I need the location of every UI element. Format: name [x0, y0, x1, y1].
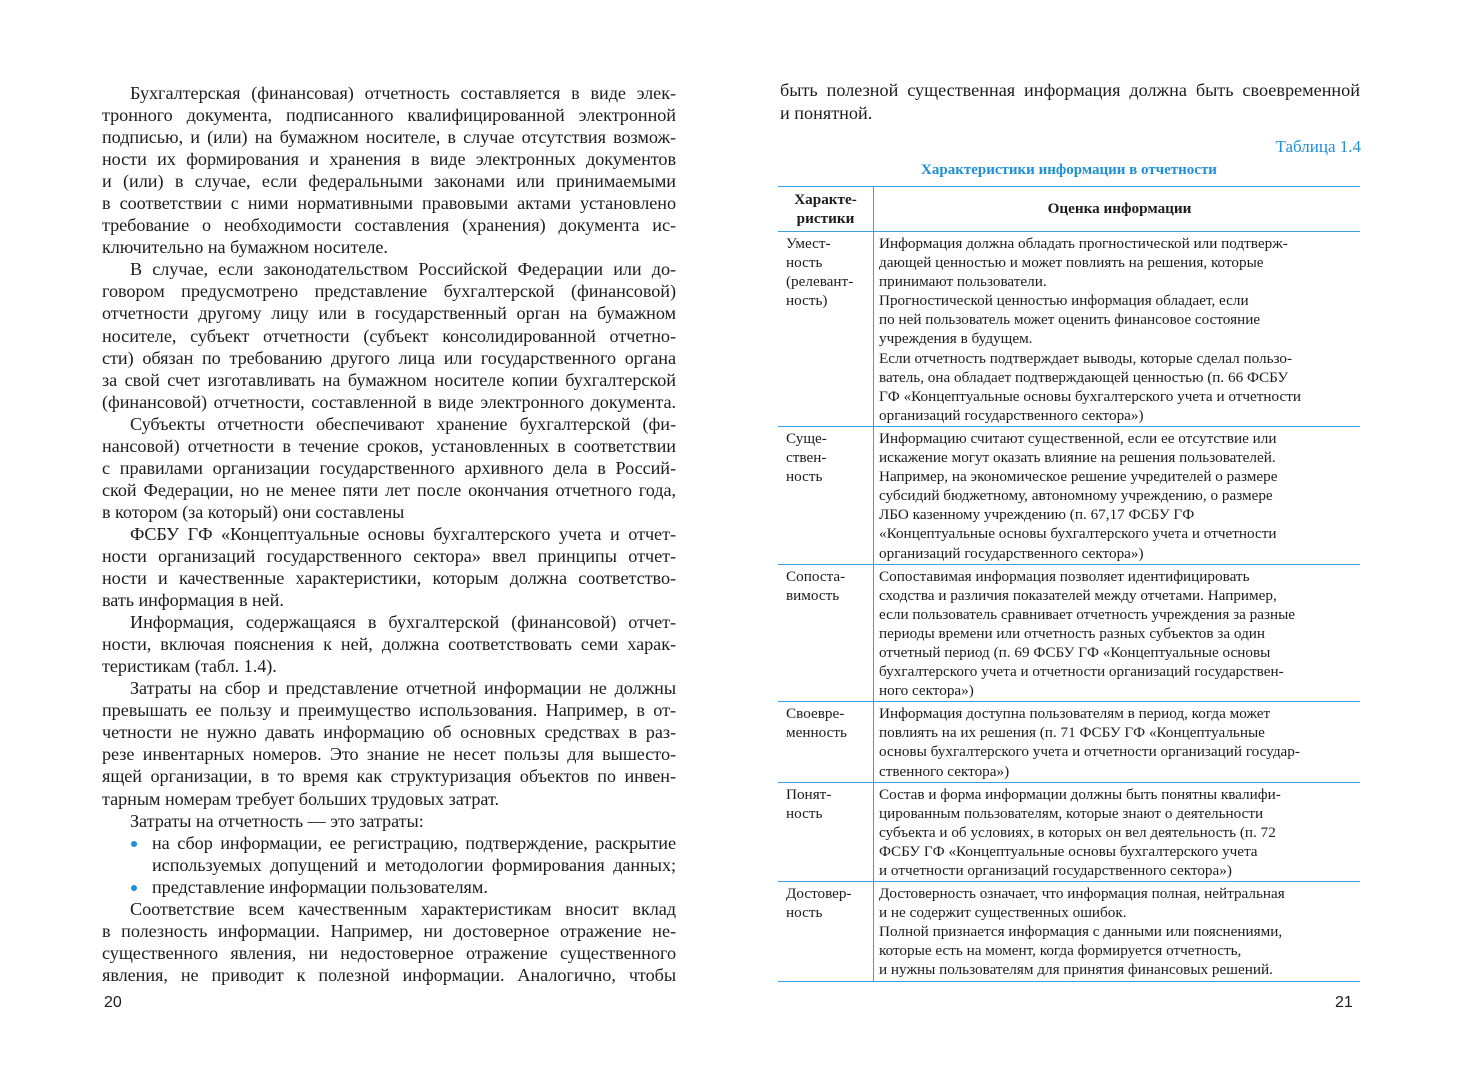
text-line-content: Бухгалтерская (финансовая) отчетность составляется в виде элек- — [130, 83, 676, 103]
text-line — [102, 369, 676, 391]
table-label: Таблица 1.4 — [1275, 137, 1361, 156]
cell-line: по ней пользователь может оценить финансовое состояние — [879, 311, 1261, 329]
cell-line: Прогностической ценностью информация обладает, если — [879, 292, 1249, 310]
cell-line: Если отчетность подтверждает выводы, которые сделал пользо- — [879, 349, 1293, 367]
text-line — [102, 501, 676, 523]
text-line — [102, 479, 676, 501]
text-line-content: подписью, и (или) на бумажном носителе, в случае отсутствия возмож- — [102, 127, 676, 148]
text-line-content: (финансовой) отчетности, составленной в виде электронного документа. — [102, 391, 676, 412]
assessment-cell — [874, 782, 1361, 881]
cell-line: Достоверность означает, что информация полная, нейтральная — [879, 885, 1285, 903]
cell-line: повлиять на их решения (п. 71 ФСБУ ГФ «Концептуальные — [879, 724, 1265, 742]
table-row — [778, 232, 1360, 427]
text-line — [102, 942, 676, 964]
cell-line: если пользователь сравнивает отчетность учреждения за разные — [879, 605, 1296, 623]
characteristic-name-cell — [778, 426, 874, 564]
text-line — [102, 391, 676, 413]
cell-line: Информация доступна пользователям в период, когда может — [879, 705, 1271, 723]
text-line — [102, 347, 676, 369]
text-line-content: резе инвентарных номеров. Это знание не несет пользы для вышесто- — [102, 744, 676, 765]
characteristic-name-cell — [778, 564, 874, 702]
text-line — [102, 170, 676, 192]
text-line — [102, 677, 676, 699]
cell-line: ного сектора») — [879, 682, 974, 700]
cell-line: субъекта и об условиях, в которых он вел деятельность (п. 72 — [879, 823, 1276, 841]
text-line-content: и (или) в случае, если федеральными законами или принимаемыми — [102, 171, 676, 192]
cell-line: дающей ценностью и может повлиять на решения, которые — [879, 254, 1264, 272]
table-row — [778, 782, 1360, 881]
cell-line: субсидий бюджетному, автономному учреждению, о размере — [879, 487, 1273, 505]
table-row — [778, 702, 1360, 782]
cell-line: ватель, она обладает подтверждающей ценностью (п. 66 ФСБУ — [879, 368, 1289, 386]
text-line-content: Затраты на сбор и представление отчетной информации не должны — [130, 678, 676, 699]
assessment-cell — [874, 702, 1361, 782]
text-line-content: Информация, содержащаяся в бухгалтерской (финансовой) отчет- — [130, 612, 676, 633]
text-line-content: в котором (за который) они составлены — [102, 501, 405, 522]
text-line-content: Соответствие всем качественным характеристикам вносит вклад — [130, 898, 676, 919]
text-line-content: ности их формирования и хранения в виде электронных документов — [102, 149, 676, 170]
cell-line: Полной признается информация с данными или пояснениями, — [879, 923, 1283, 941]
text-line — [102, 545, 676, 567]
assessment-cell — [874, 882, 1361, 981]
text-line — [102, 82, 676, 104]
text-line-content: теристикам (табл. 1.4). — [102, 656, 277, 677]
table-row — [778, 882, 1360, 981]
bullet-list-item — [102, 876, 676, 898]
text-line — [102, 567, 676, 589]
cell-line: ность — [786, 254, 823, 272]
cell-line: сходства и различия показателей между отчетами. Например, — [879, 586, 1277, 604]
text-line-content: ности и качественные характеристики, которым должна соответство- — [102, 568, 676, 589]
text-line-content: превышать ее пользу и преимущество использования. Например, в от- — [102, 700, 676, 721]
text-line-content: говором предусмотрено представление бухгалтерской (финансовой) — [102, 281, 676, 302]
cell-line: Понят- — [786, 785, 832, 803]
cell-line: ЛБО казенному учреждению (п. 67,17 ФСБУ ГФ — [879, 506, 1195, 524]
cell-line: бухгалтерского учета и отчетности организаций государствен- — [879, 663, 1284, 681]
table-row — [778, 564, 1360, 702]
bullet-icon — [131, 841, 137, 847]
text-line — [102, 413, 676, 435]
cell-line: и не содержит существенных ошибок. — [879, 904, 1127, 922]
text-line — [102, 788, 676, 810]
text-line-content: в полезность информации. Например, ни достоверное отражение не- — [102, 920, 676, 941]
text-line — [102, 964, 676, 986]
cell-line: Умест- — [786, 235, 831, 252]
cell-line: «Концептуальные основы бухгалтерского учета и отчетности — [879, 525, 1277, 543]
cell-line: периоды времени или отчетность разных субъектов за один — [879, 624, 1266, 642]
cell-line: Информацию считают существенной, если ее отсутствие или — [879, 429, 1277, 447]
text-line — [102, 611, 676, 633]
text-line — [102, 589, 676, 611]
text-line-content: ключительно на бумажном носителе. — [102, 237, 388, 258]
right-page-intro-text — [780, 79, 1360, 124]
assessment-cell — [874, 426, 1361, 564]
cell-line: которые есть на момент, когда формируется отчетность, — [879, 942, 1242, 960]
text-line-content: тарным номерам требует больших трудовых затрат. — [102, 788, 499, 809]
cell-line: принимают пользователи. — [879, 273, 1047, 291]
page-number-right: 21 — [1335, 994, 1353, 1011]
left-page-body-text — [102, 82, 676, 986]
text-line — [102, 721, 676, 743]
cell-line: ность — [786, 904, 823, 922]
cell-line: организаций государственного сектора») — [879, 406, 1144, 424]
text-line — [102, 523, 676, 545]
cell-line: Состав и форма информации должны быть понятны квалифи- — [879, 785, 1281, 803]
cell-line: и отчетности организаций государственного сектора») — [879, 862, 1232, 879]
cell-line: Сопоста- — [786, 567, 846, 585]
cell-line: ность — [786, 468, 823, 486]
text-line — [102, 280, 676, 302]
text-line-content: с правилами организации государственного архивного дела в Россий- — [102, 457, 676, 478]
cell-line: ствен- — [786, 449, 827, 467]
text-line-content: Затраты на отчетность — это затраты: — [130, 810, 424, 831]
cell-line: основы бухгалтерского учета и отчетности организаций государ- — [879, 743, 1300, 761]
page-number-left: 20 — [104, 994, 122, 1011]
text-line — [102, 325, 676, 347]
cell-line: ГФ «Концептуальные основы бухгалтерского учета и отчетности — [879, 387, 1302, 405]
text-line — [102, 743, 676, 765]
left-page — [0, 0, 730, 1080]
cell-line: Сопоставимая информация позволяет идентифицировать — [879, 567, 1250, 585]
text-line-content: четности не нужно давать информацию об основных средствах в раз- — [102, 722, 676, 743]
text-line-content: представление информации пользователям. — [152, 876, 488, 897]
cell-line: искажение могут оказать влияние на решения пользователей. — [879, 449, 1276, 467]
cell-line: ность) — [786, 292, 828, 310]
cell-line: менность — [786, 724, 847, 742]
text-line — [102, 104, 676, 126]
text-line — [102, 898, 676, 920]
cell-line: вимость — [786, 586, 840, 604]
text-line-content: носителе, субъект отчетности (субъект консолидированной отчетно- — [102, 325, 676, 346]
cell-line: Информация должна обладать прогностической или подтверж- — [879, 235, 1288, 252]
cell-line: ФСБУ ГФ «Концептуальные основы бухгалтерского учета — [879, 842, 1258, 860]
cell-line: отчетный период (п. 69 ФСБУ ГФ «Концептуальные основы — [879, 643, 1271, 661]
cell-line: Достовер- — [786, 885, 852, 903]
text-line-content: ности организаций государственного сектора» ввел принципы отчет- — [102, 545, 676, 566]
text-line-content: за свой счет изготавливать на бумажном носителе копии бухгалтерской — [102, 369, 676, 390]
text-line-content: используемых допущений и методологии формирования данных; — [152, 854, 676, 875]
cell-line: цированным пользователям, которые знают о деятельности — [879, 804, 1264, 822]
text-line-content: В случае, если законодательством Российской Федерации или до- — [130, 259, 676, 280]
cell-line: (релевант- — [786, 273, 854, 291]
text-line: и понятной. — [780, 102, 873, 123]
text-line-content: на сбор информации, ее регистрацию, подтверждение, раскрытие — [152, 832, 676, 853]
text-line — [102, 302, 676, 324]
text-line — [102, 633, 676, 655]
column-header-characteristics: Характе- ристики — [778, 187, 874, 232]
text-line-content: требование о необходимости составления (хранения) документа ис- — [102, 215, 676, 236]
text-line-content: отчетности другому лицу или в государственный орган на бумажном — [102, 303, 676, 324]
characteristic-name-cell — [778, 702, 874, 782]
text-line-content: ности, включая пояснения к ней, должна соответствовать семи харак- — [102, 634, 676, 655]
table-title: Характеристики информации в отчетности — [921, 162, 1217, 178]
text-line-content: ФСБУ ГФ «Концептуальные основы бухгалтерского учета и отчет- — [130, 523, 676, 544]
cell-line: организаций государственного сектора») — [879, 544, 1144, 562]
text-line-content: ской Федерации, но не менее пяти лет после окончания отчетного года, — [102, 479, 676, 500]
text-line — [102, 214, 676, 236]
right-page — [730, 0, 1461, 1080]
cell-line: Своевре- — [786, 705, 845, 723]
column-header-assessment: Оценка информации — [874, 187, 1361, 232]
text-line — [102, 258, 676, 280]
text-line-content: нансовой) отчетности в течение сроков, установленных в соответствии — [102, 435, 676, 456]
assessment-cell — [874, 232, 1361, 427]
table-header-row — [778, 187, 1360, 232]
characteristic-name-cell — [778, 882, 874, 981]
cell-line: учреждения в будущем. — [879, 330, 1033, 348]
text-line — [102, 148, 676, 170]
table-row — [778, 426, 1360, 564]
bullet-list-item — [102, 832, 676, 854]
cell-line: ственного сектора») — [879, 762, 1010, 780]
text-line-content: ящей организации, в то время как структуризация объектов по инвен- — [102, 766, 676, 787]
text-line-content: явления, не приводит к полезной информации. Аналогично, чтобы — [102, 964, 676, 985]
text-line-content: в соответствии с ними нормативными правовыми актами установлено — [102, 193, 676, 214]
text-line-content: сти) обязан по требованию другого лица или государственного органа — [102, 347, 676, 368]
text-line-content: существенного явления, ни недостоверное отражение существенного — [102, 942, 676, 963]
text-line — [102, 699, 676, 721]
text-line-content: Субъекты отчетности обеспечивают хранение бухгалтерской (фи- — [130, 413, 676, 434]
assessment-cell — [874, 564, 1361, 702]
cell-line: Например, на экономическое решение учредителей о размере — [879, 468, 1278, 486]
characteristic-name-cell — [778, 782, 874, 881]
text-line: быть полезной существенная информация должна быть своевременной — [780, 80, 1360, 100]
text-line — [102, 920, 676, 942]
text-line — [102, 435, 676, 457]
characteristic-name-cell — [778, 232, 874, 427]
cell-line: ность — [786, 804, 823, 822]
text-line — [102, 810, 676, 832]
text-line — [102, 854, 676, 876]
text-line-content: вать информация в ней. — [102, 590, 284, 611]
text-line — [102, 126, 676, 148]
text-line — [102, 765, 676, 787]
cell-line: и нужны пользователям для принятия финансовых решений. — [879, 961, 1273, 979]
cell-line: Суще- — [786, 429, 827, 447]
bullet-icon — [131, 885, 137, 891]
text-line — [102, 457, 676, 479]
text-line — [102, 236, 676, 258]
text-line — [102, 192, 676, 214]
characteristics-table — [778, 186, 1360, 982]
text-line — [102, 655, 676, 677]
text-line-content: тронного документа, подписанного квалифицированной электронной — [102, 105, 676, 126]
